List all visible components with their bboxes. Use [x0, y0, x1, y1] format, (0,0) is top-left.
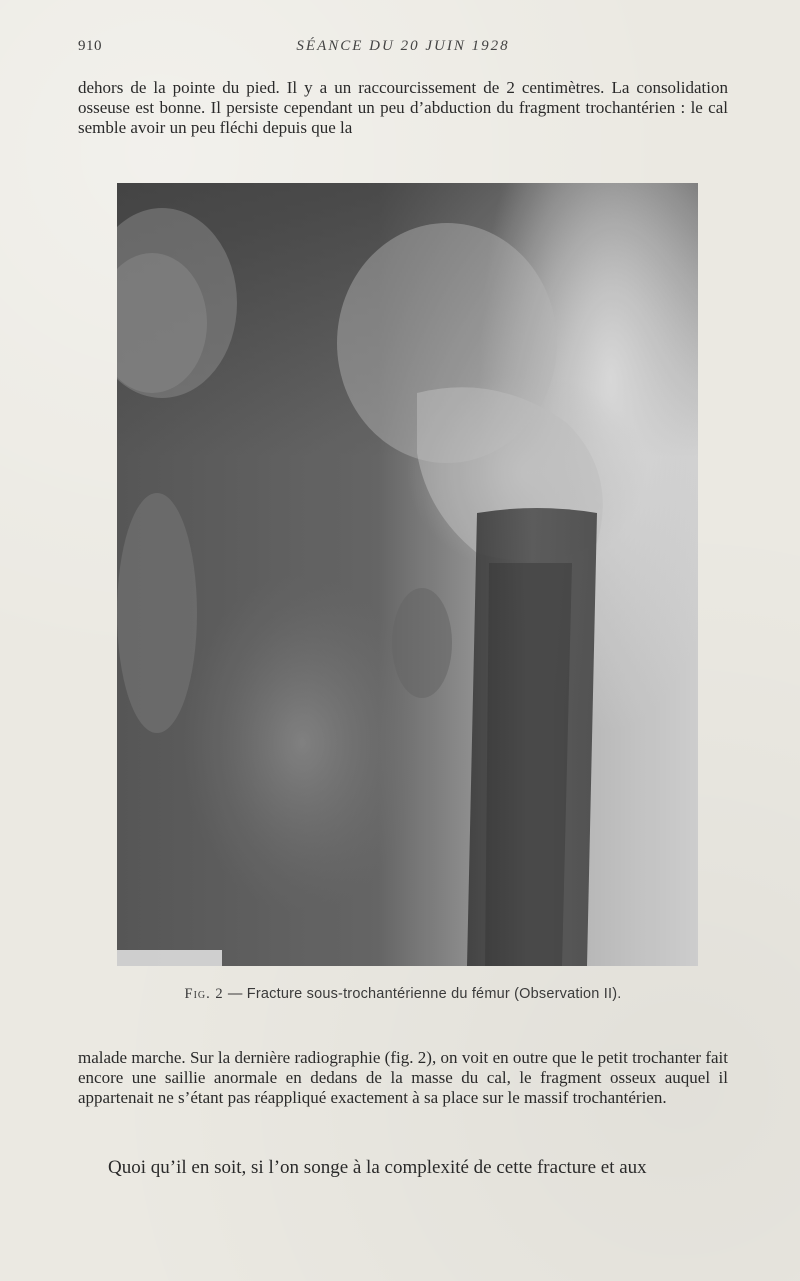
figure-caption-text: — Fracture sous-trochantérienne du fémur (Observation II).: [227, 986, 622, 1002]
figure-caption: [78, 986, 728, 1003]
radiograph-image: [117, 183, 698, 966]
page-header: [78, 38, 728, 60]
figure-label: Fig. 2: [184, 986, 224, 1002]
paragraph-last: Quoi qu’il en soit, si l’on songe à la complexité de cette fracture et aux: [108, 1157, 647, 1178]
paragraph-top: dehors de la pointe du pied. Il y a un raccourcissement de 2 centimètres. La consolidation osseuse est bonne. Il persiste cependant un peu d’abduction du fragment trochantérien : le cal semble avoir un peu fléchi depuis que la: [78, 78, 728, 137]
running-title: SÉANCE DU 20 JUIN 1928: [296, 38, 510, 54]
page-number: 910: [78, 38, 102, 54]
radiograph-figure: [117, 183, 698, 966]
paragraph-mid: malade marche. Sur la dernière radiographie (fig. 2), on voit en outre que le petit trochanter fait encore une saillie anormale en dedans de la masse du cal, le fragment osseux auquel il appartenait ne s’étant pas réappliqué exactement à sa place sur le massif trochantérien.: [78, 1048, 728, 1107]
